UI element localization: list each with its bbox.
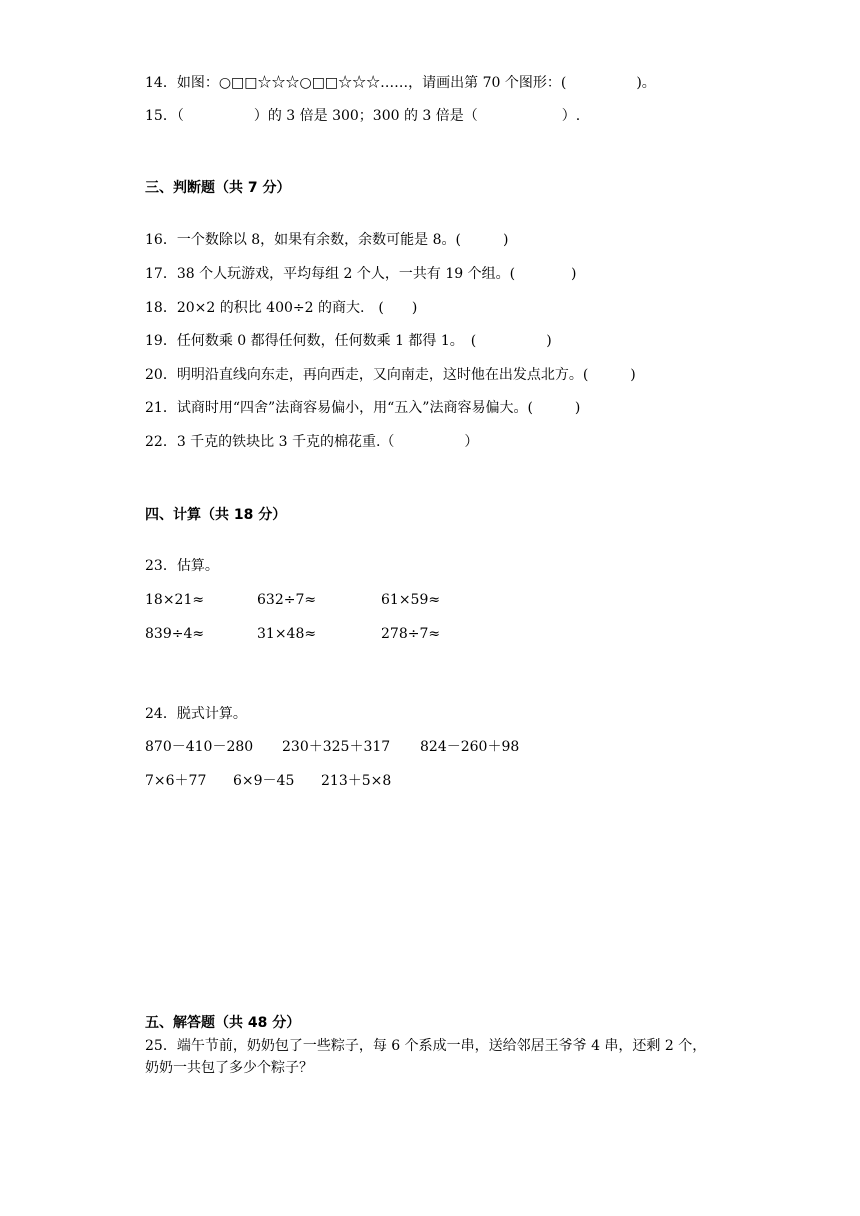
calc-item: 213＋5×8 bbox=[321, 773, 392, 789]
section-heading-calculation: 四、计算（共 18 分） bbox=[145, 507, 287, 523]
estimate-item: 839÷4≈ bbox=[145, 626, 205, 642]
question-23: 23．估算。 bbox=[145, 558, 219, 574]
estimate-item: 278÷7≈ bbox=[381, 626, 441, 642]
calc-item: 230＋325＋317 bbox=[282, 739, 391, 755]
question-25-line-1: 25．端午节前，奶奶包了一些粽子，每 6 个系成一串，送给邻居王爷爷 4 串，还剩 2 个， bbox=[145, 1038, 707, 1054]
question-22: 22．3 千克的铁块比 3 千克的棉花重.（ ） bbox=[145, 434, 479, 450]
estimate-item: 632÷7≈ bbox=[257, 592, 317, 608]
question-18: 18．20×2 的积比 400÷2 的商大. ( ) bbox=[145, 300, 418, 316]
question-20: 20．明明沿直线向东走，再向西走，又向南走，这时他在出发点北方。( ) bbox=[145, 367, 636, 383]
calc-item: 7×6＋77 bbox=[145, 773, 207, 789]
question-21: 21．试商时用“四舍”法商容易偏小，用“五入”法商容易偏大。( ) bbox=[145, 400, 581, 416]
estimate-item: 31×48≈ bbox=[257, 626, 317, 642]
question-16: 16．一个数除以 8，如果有余数，余数可能是 8。( ) bbox=[145, 232, 509, 248]
question-24: 24．脱式计算。 bbox=[145, 706, 247, 722]
question-17: 17．38 个人玩游戏，平均每组 2 个人，一共有 19 个组。( ) bbox=[145, 266, 577, 282]
calc-item: 824－260＋98 bbox=[420, 739, 520, 755]
question-14: 14．如图：○□□☆☆☆○□□☆☆☆……，请画出第 70 个图形：( )。 bbox=[145, 75, 656, 91]
section-heading-word-problems: 五、解答题（共 48 分） bbox=[145, 1015, 301, 1031]
section-heading-judgment: 三、判断题（共 7 分） bbox=[145, 180, 291, 196]
calc-item: 6×9－45 bbox=[233, 773, 295, 789]
calc-item: 870－410－280 bbox=[145, 739, 254, 755]
question-25-line-2: 奶奶一共包了多少个粽子？ bbox=[145, 1060, 313, 1076]
estimate-item: 61×59≈ bbox=[381, 592, 441, 608]
estimate-item: 18×21≈ bbox=[145, 592, 205, 608]
question-19: 19．任何数乘 0 都得任何数，任何数乘 1 都得 1。 ( ) bbox=[145, 333, 552, 349]
question-15: 15．（ ）的 3 倍是 300；300 的 3 倍是（ ）. bbox=[145, 108, 581, 124]
